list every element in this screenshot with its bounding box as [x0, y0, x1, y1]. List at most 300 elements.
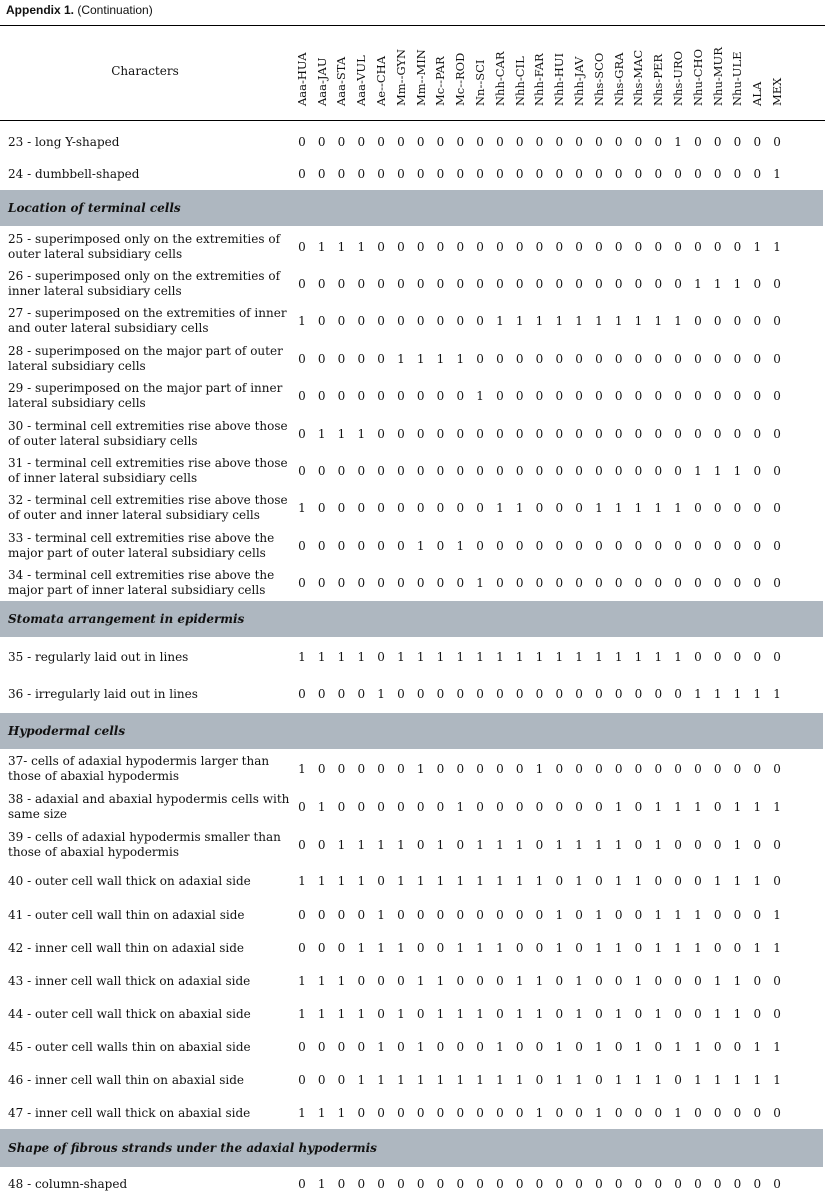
- state-cell: 0: [773, 761, 781, 776]
- state-cell: 0: [496, 761, 504, 776]
- state-cell: 0: [515, 1039, 524, 1054]
- state-cell: 1: [773, 166, 781, 181]
- state-cell: 0: [357, 686, 366, 701]
- state-cell: 0: [634, 388, 643, 403]
- state-cell: 0: [317, 940, 326, 955]
- state-cell: 1: [535, 649, 544, 664]
- state-cell: 1: [317, 649, 326, 664]
- state-cell: 0: [337, 1039, 346, 1054]
- taxon-code: Mc--PAR: [433, 56, 448, 106]
- state-cell: 0: [377, 761, 385, 776]
- state-cell: 0: [515, 799, 524, 814]
- state-cell: 1: [654, 837, 663, 852]
- state-cell: 0: [555, 239, 564, 254]
- state-cell: 0: [694, 239, 702, 254]
- state-cell: 0: [733, 1105, 742, 1120]
- state-cell: 0: [476, 538, 484, 553]
- state-cell: 0: [634, 1105, 643, 1120]
- state-cell: 1: [595, 500, 603, 515]
- character-label: 32 - terminal cell extremities rise above those of outer and inner lateral subsidiary cells: [8, 493, 288, 522]
- state-cell: 1: [397, 351, 405, 366]
- state-cell: 1: [654, 649, 663, 664]
- state-cell: 1: [753, 1039, 762, 1054]
- state-cell: 0: [713, 313, 722, 328]
- state-cell: 1: [753, 940, 762, 955]
- state-cell: 1: [753, 239, 762, 254]
- state-cell: 0: [317, 276, 326, 291]
- state-cell: 1: [436, 1072, 445, 1087]
- state-cell: 1: [733, 463, 742, 478]
- state-cell: 1: [733, 1072, 742, 1087]
- state-cell: 0: [753, 388, 762, 403]
- state-cell: 0: [377, 973, 385, 988]
- state-cell: 0: [575, 388, 583, 403]
- state-cell: 1: [674, 799, 682, 814]
- state-cell: 0: [436, 1176, 445, 1191]
- section-header: Stomata arrangement in epidermis: [0, 601, 823, 637]
- state-cell: 0: [674, 166, 682, 181]
- state-cell: 1: [733, 1006, 742, 1021]
- state-cell: 1: [535, 973, 544, 988]
- state-cell: 1: [694, 1072, 702, 1087]
- state-cell: 0: [397, 276, 405, 291]
- state-cell: 1: [436, 351, 445, 366]
- state-cell: 0: [575, 500, 583, 515]
- taxon-code: Aaa-JAU: [314, 57, 329, 106]
- state-cell: 0: [654, 166, 663, 181]
- state-cell: 0: [575, 166, 583, 181]
- state-cell: 0: [614, 973, 623, 988]
- state-cell: 0: [614, 463, 623, 478]
- state-cell: 1: [377, 837, 385, 852]
- taxon-code: Nhh-CAR: [492, 51, 507, 106]
- state-cell: 0: [436, 1105, 445, 1120]
- taxon-code: Nhu-CHO: [690, 48, 705, 106]
- state-cell: 1: [614, 500, 623, 515]
- state-cell: 0: [733, 426, 742, 441]
- state-cell: 1: [298, 761, 306, 776]
- state-cell: 0: [515, 686, 524, 701]
- state-cell: 0: [436, 313, 445, 328]
- state-cell: 0: [595, 761, 603, 776]
- state-cell: 0: [753, 313, 762, 328]
- taxon-code: Nhs-SCO: [591, 52, 606, 106]
- state-cell: 1: [496, 649, 504, 664]
- state-cell: 1: [436, 873, 445, 888]
- state-cell: 0: [397, 907, 405, 922]
- state-cell: 0: [634, 426, 643, 441]
- state-cell: 1: [575, 649, 583, 664]
- state-cell: 0: [674, 388, 682, 403]
- state-cell: 0: [773, 837, 781, 852]
- state-cell: 0: [317, 1039, 326, 1054]
- state-cell: 1: [555, 649, 564, 664]
- state-cell: 1: [377, 1072, 385, 1087]
- state-cell: 1: [555, 1072, 564, 1087]
- taxon-code: Nhs-MAC: [631, 49, 646, 106]
- state-cell: 0: [476, 276, 484, 291]
- character-label: 48 - column-shaped: [8, 1176, 128, 1191]
- state-cell: 0: [713, 134, 722, 149]
- state-cell: 0: [337, 463, 346, 478]
- state-cell: 0: [753, 649, 762, 664]
- state-cell: 0: [614, 1105, 623, 1120]
- state-cell: 0: [436, 575, 445, 590]
- state-cell: 1: [416, 761, 425, 776]
- state-cell: 0: [753, 426, 762, 441]
- state-cell: 1: [337, 837, 346, 852]
- state-cell: 0: [773, 426, 781, 441]
- state-cell: 0: [496, 351, 504, 366]
- state-cell: 1: [634, 313, 643, 328]
- state-cell: 1: [773, 239, 781, 254]
- state-cell: 0: [357, 1039, 366, 1054]
- state-cell: 0: [535, 351, 544, 366]
- taxon-header: [688, 32, 708, 120]
- taxon-header: [510, 32, 530, 120]
- state-cell: 0: [535, 276, 544, 291]
- state-cell: 0: [535, 463, 544, 478]
- state-cell: 1: [713, 686, 722, 701]
- character-label: 45 - outer cell walls thin on abaxial side: [8, 1039, 251, 1054]
- taxon-header: [708, 32, 728, 120]
- state-cell: 0: [555, 1176, 564, 1191]
- state-cell: 0: [496, 575, 504, 590]
- state-cell: 1: [476, 873, 484, 888]
- state-cell: 1: [614, 799, 623, 814]
- state-cell: 0: [357, 538, 366, 553]
- state-cell: 0: [298, 1176, 306, 1191]
- state-cell: 0: [575, 1105, 583, 1120]
- character-label: 23 - long Y-shaped: [8, 134, 120, 149]
- state-cell: 1: [436, 973, 445, 988]
- state-cell: 0: [713, 907, 722, 922]
- state-cell: 0: [575, 351, 583, 366]
- state-cell: 0: [595, 1176, 603, 1191]
- state-cell: 1: [416, 973, 425, 988]
- state-cell: 0: [496, 686, 504, 701]
- state-cell: 0: [753, 276, 762, 291]
- state-cell: 1: [713, 973, 722, 988]
- state-cell: 0: [377, 538, 385, 553]
- state-cell: 0: [337, 134, 346, 149]
- state-cell: 0: [694, 166, 702, 181]
- state-cell: 0: [397, 799, 405, 814]
- state-cell: 1: [694, 686, 702, 701]
- state-cell: 0: [298, 575, 306, 590]
- taxon-header: [747, 32, 767, 120]
- state-cell: 0: [575, 1039, 583, 1054]
- state-cell: 1: [317, 1105, 326, 1120]
- state-cell: 1: [694, 940, 702, 955]
- state-cell: 1: [674, 940, 682, 955]
- taxon-code: Nhs-URO: [671, 50, 686, 106]
- state-cell: 0: [515, 388, 524, 403]
- state-cell: 0: [773, 873, 781, 888]
- state-cell: 1: [713, 1072, 722, 1087]
- state-cell: 0: [298, 134, 306, 149]
- state-cell: 1: [535, 1006, 544, 1021]
- character-label: 41 - outer cell wall thin on adaxial side: [8, 907, 245, 922]
- state-cell: 1: [733, 686, 742, 701]
- state-cell: 0: [535, 1039, 544, 1054]
- state-cell: 0: [476, 426, 484, 441]
- state-cell: 0: [773, 1006, 781, 1021]
- header-rule: [0, 120, 825, 121]
- state-cell: 0: [773, 388, 781, 403]
- state-cell: 1: [614, 837, 623, 852]
- state-cell: 0: [456, 686, 465, 701]
- state-cell: 0: [357, 575, 366, 590]
- state-cell: 0: [674, 686, 682, 701]
- state-cell: 0: [773, 500, 781, 515]
- state-cell: 0: [317, 134, 326, 149]
- state-cell: 0: [555, 463, 564, 478]
- state-cell: 0: [496, 973, 504, 988]
- state-cell: 1: [614, 873, 623, 888]
- state-cell: 0: [674, 463, 682, 478]
- taxon-code: Mc--ROD: [453, 52, 468, 106]
- state-cell: 1: [634, 1039, 643, 1054]
- state-cell: 1: [515, 973, 524, 988]
- state-cell: 0: [674, 239, 682, 254]
- state-cell: 0: [654, 388, 663, 403]
- state-cell: 1: [654, 907, 663, 922]
- state-cell: 1: [674, 134, 682, 149]
- state-cell: 0: [634, 575, 643, 590]
- state-cell: 0: [733, 313, 742, 328]
- state-cell: 0: [476, 500, 484, 515]
- character-label: 40 - outer cell wall thick on adaxial side: [8, 873, 251, 888]
- state-cell: 0: [515, 351, 524, 366]
- character-label: 39 - cells of adaxial hypodermis smaller than those of abaxial hypodermis: [8, 830, 281, 859]
- state-cell: 0: [476, 134, 484, 149]
- state-cell: 0: [773, 575, 781, 590]
- state-cell: 1: [377, 1039, 385, 1054]
- state-cell: 0: [337, 313, 346, 328]
- state-cell: 0: [298, 166, 306, 181]
- state-cell: 0: [456, 575, 465, 590]
- state-cell: 0: [535, 134, 544, 149]
- state-cell: 0: [377, 351, 385, 366]
- taxon-header: [589, 32, 609, 120]
- state-cell: 0: [654, 686, 663, 701]
- state-cell: 0: [397, 686, 405, 701]
- state-cell: 1: [456, 1006, 465, 1021]
- state-cell: 1: [733, 799, 742, 814]
- taxon-header: [569, 32, 589, 120]
- state-cell: 0: [614, 538, 623, 553]
- state-cell: 0: [377, 239, 385, 254]
- state-cell: 0: [377, 276, 385, 291]
- taxon-code: Nhu-MUR: [710, 47, 725, 106]
- state-cell: 0: [713, 799, 722, 814]
- state-cell: 1: [357, 873, 366, 888]
- state-cell: 1: [535, 761, 544, 776]
- taxon-header: [668, 32, 688, 120]
- state-cell: 1: [555, 907, 564, 922]
- state-cell: 0: [298, 907, 306, 922]
- state-cell: 0: [753, 351, 762, 366]
- character-label: 30 - terminal cell extremities rise above those of outer lateral subsidiary cells: [8, 419, 288, 448]
- state-cell: 1: [515, 500, 524, 515]
- table-caption: [6, 3, 153, 17]
- state-cell: 0: [515, 1105, 524, 1120]
- state-cell: 1: [733, 973, 742, 988]
- state-cell: 0: [456, 1105, 465, 1120]
- state-cell: 0: [535, 426, 544, 441]
- state-cell: 0: [753, 463, 762, 478]
- state-cell: 1: [575, 1072, 583, 1087]
- taxon-header: [470, 32, 490, 120]
- state-cell: 0: [614, 575, 623, 590]
- state-cell: 0: [337, 907, 346, 922]
- character-label: 46 - inner cell wall thin on abaxial side: [8, 1072, 245, 1087]
- taxon-header: [391, 32, 411, 120]
- state-cell: 1: [357, 649, 366, 664]
- state-cell: 1: [456, 1072, 465, 1087]
- state-cell: 0: [357, 351, 366, 366]
- state-cell: 1: [515, 1006, 524, 1021]
- state-cell: 0: [456, 166, 465, 181]
- state-cell: 0: [416, 1176, 425, 1191]
- state-cell: 0: [298, 463, 306, 478]
- state-cell: 0: [397, 239, 405, 254]
- state-cell: 0: [515, 463, 524, 478]
- state-cell: 0: [654, 463, 663, 478]
- state-cell: 0: [614, 388, 623, 403]
- state-cell: 0: [753, 837, 762, 852]
- state-cell: 0: [654, 426, 663, 441]
- state-cell: 0: [476, 313, 484, 328]
- state-cell: 1: [595, 649, 603, 664]
- state-cell: 0: [713, 1176, 722, 1191]
- state-cell: 0: [515, 276, 524, 291]
- state-cell: 1: [357, 940, 366, 955]
- state-cell: 0: [694, 426, 702, 441]
- state-cell: 0: [357, 166, 366, 181]
- state-cell: 0: [416, 686, 425, 701]
- state-cell: 0: [377, 575, 385, 590]
- state-cell: 0: [555, 761, 564, 776]
- state-cell: 1: [595, 940, 603, 955]
- state-cell: 0: [357, 500, 366, 515]
- state-cell: 0: [317, 907, 326, 922]
- state-cell: 0: [397, 761, 405, 776]
- state-cell: 0: [654, 276, 663, 291]
- state-cell: 0: [515, 575, 524, 590]
- state-cell: 0: [496, 388, 504, 403]
- state-cell: 0: [753, 575, 762, 590]
- state-cell: 0: [595, 134, 603, 149]
- state-cell: 0: [535, 907, 544, 922]
- state-cell: 1: [456, 873, 465, 888]
- state-cell: 0: [515, 940, 524, 955]
- state-cell: 0: [476, 1105, 484, 1120]
- state-cell: 1: [337, 426, 346, 441]
- character-label: 42 - inner cell wall thin on adaxial side: [8, 940, 245, 955]
- state-cell: 1: [595, 907, 603, 922]
- state-cell: 0: [555, 538, 564, 553]
- state-cell: 1: [476, 940, 484, 955]
- state-cell: 0: [674, 873, 682, 888]
- state-cell: 1: [674, 1039, 682, 1054]
- taxon-code: Ae--CHA: [374, 55, 389, 106]
- state-cell: 1: [733, 873, 742, 888]
- state-cell: 0: [397, 538, 405, 553]
- state-cell: 0: [535, 1072, 544, 1087]
- state-cell: 1: [753, 1072, 762, 1087]
- state-cell: 0: [397, 313, 405, 328]
- state-cell: 0: [317, 500, 326, 515]
- state-cell: 0: [436, 538, 445, 553]
- state-cell: 0: [575, 276, 583, 291]
- state-cell: 0: [575, 761, 583, 776]
- state-cell: 1: [575, 837, 583, 852]
- state-cell: 0: [713, 239, 722, 254]
- state-cell: 0: [753, 1006, 762, 1021]
- state-cell: 0: [674, 1072, 682, 1087]
- state-cell: 1: [337, 973, 346, 988]
- state-cell: 0: [634, 686, 643, 701]
- state-cell: 0: [416, 940, 425, 955]
- state-cell: 0: [555, 166, 564, 181]
- state-cell: 0: [773, 313, 781, 328]
- taxon-code: Aaa-HUA: [294, 52, 309, 106]
- state-cell: 0: [595, 1072, 603, 1087]
- state-cell: 0: [713, 837, 722, 852]
- caption-label: Appendix 1.: [6, 3, 75, 17]
- state-cell: 0: [535, 388, 544, 403]
- section-header: Hypodermal cells: [0, 713, 823, 749]
- state-cell: 1: [713, 873, 722, 888]
- state-cell: 0: [436, 500, 445, 515]
- state-cell: 0: [337, 500, 346, 515]
- state-cell: 0: [456, 239, 465, 254]
- state-cell: 0: [535, 837, 544, 852]
- taxon-code: Nhs-GRA: [611, 52, 626, 106]
- state-cell: 1: [753, 686, 762, 701]
- state-cell: 0: [575, 799, 583, 814]
- state-cell: 0: [317, 837, 326, 852]
- state-cell: 0: [456, 1176, 465, 1191]
- state-cell: 0: [317, 686, 326, 701]
- state-cell: 1: [298, 500, 306, 515]
- state-cell: 0: [694, 313, 702, 328]
- state-cell: 0: [436, 388, 445, 403]
- state-cell: 0: [416, 239, 425, 254]
- state-cell: 0: [357, 463, 366, 478]
- state-cell: 1: [456, 799, 465, 814]
- state-cell: 0: [496, 799, 504, 814]
- state-cell: 0: [476, 973, 484, 988]
- state-cell: 1: [634, 1072, 643, 1087]
- state-cell: 0: [456, 276, 465, 291]
- state-cell: 0: [575, 686, 583, 701]
- state-cell: 1: [317, 426, 326, 441]
- state-cell: 1: [357, 426, 366, 441]
- character-label: 25 - superimposed only on the extremities of outer lateral subsidiary cells: [8, 232, 281, 261]
- section-header: Shape of fibrous strands under the adaxial hypodermis: [0, 1129, 823, 1167]
- state-cell: 1: [416, 1039, 425, 1054]
- state-cell: 1: [456, 940, 465, 955]
- state-cell: 0: [595, 686, 603, 701]
- state-cell: 0: [713, 426, 722, 441]
- state-cell: 0: [436, 426, 445, 441]
- state-cell: 1: [614, 649, 623, 664]
- state-cell: 0: [337, 761, 346, 776]
- state-cell: 0: [298, 686, 306, 701]
